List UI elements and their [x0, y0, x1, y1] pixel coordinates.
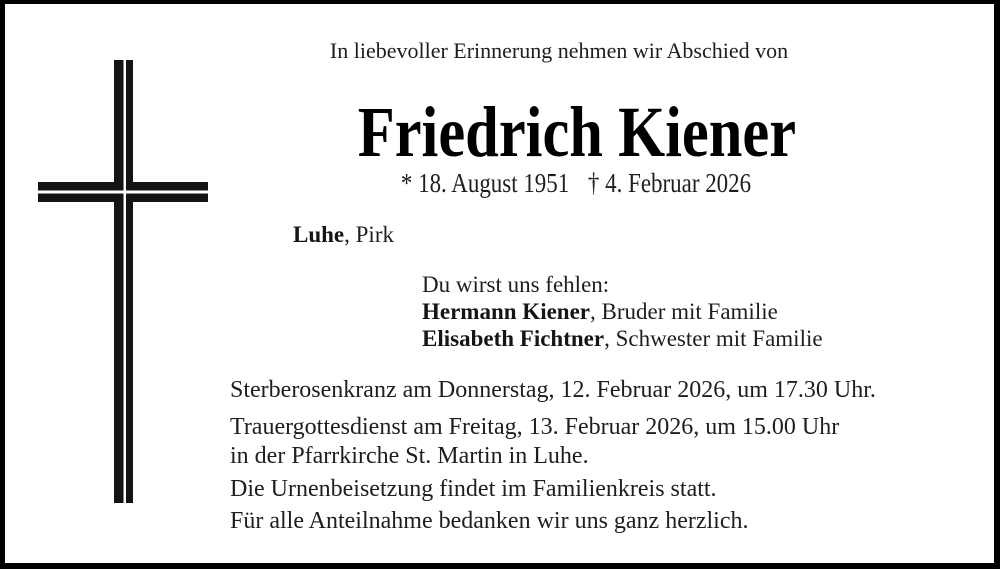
- location-line: [293, 222, 394, 248]
- mourner-name: Elisabeth Fichtner: [422, 325, 605, 351]
- mourner-line: [422, 326, 823, 353]
- schedule-line-service: Trauergottesdienst am Freitag, 13. Februar 2026, um 15.00 Uhr: [230, 414, 840, 440]
- deceased-name-row: [77, 91, 1000, 174]
- intro-line: In liebevoller Erinnerung nehmen wir Abschied von: [329, 38, 789, 63]
- mourner-name: Hermann Kiener: [422, 298, 590, 324]
- schedule-line-rosary: Sterberosenkranz am Donnerstag, 12. Februar 2026, um 17.30 Uhr.: [230, 377, 876, 403]
- farewell-block: [422, 272, 823, 352]
- life-dates: [401, 168, 751, 199]
- mourner-line: [422, 299, 823, 326]
- mourner-relation: , Schwester mit Familie: [604, 325, 823, 351]
- location-primary: Luhe: [293, 222, 345, 247]
- farewell-heading: Du wirst uns fehlen:: [422, 272, 610, 297]
- location-secondary: , Pirk: [344, 222, 394, 247]
- schedule-line-burial: Die Urnenbeisetzung findet im Familienkreis statt.: [230, 476, 717, 502]
- death-date: † 4. Februar 2026: [587, 168, 752, 198]
- mourner-relation: , Bruder mit Familie: [590, 298, 778, 324]
- schedule-line-church: in der Pfarrkirche St. Martin in Luhe.: [230, 443, 589, 469]
- life-dates-row: [76, 168, 1000, 199]
- schedule-line-thanks: Für alle Anteilnahme bedanken wir uns ganz herzlich.: [230, 508, 749, 534]
- deceased-name: Friedrich Kiener: [357, 92, 797, 172]
- birth-date: * 18. August 1951: [400, 168, 570, 198]
